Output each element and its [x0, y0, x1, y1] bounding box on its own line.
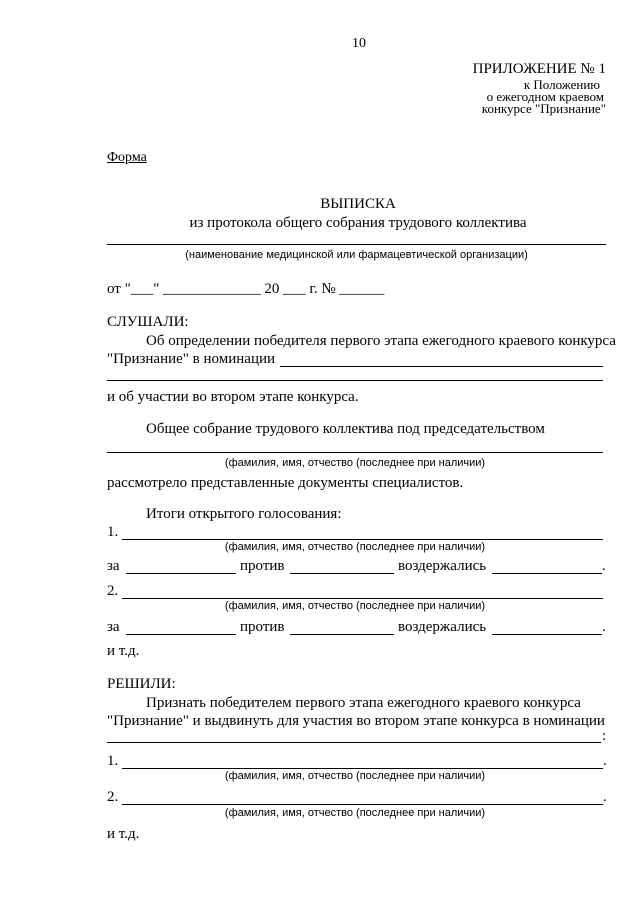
decided-etc: и т.д. — [107, 826, 140, 842]
heard-line-2: "Признание" в номинации — [107, 351, 276, 367]
reviewed-text: рассмотрело представленные документы специалистов. — [107, 475, 464, 491]
appendix-line-1: к Положению — [523, 77, 600, 92]
decided-line-1: Признать победителем первого этапа ежегодного краевого конкурса — [146, 695, 581, 711]
vote-against-line-2 — [290, 634, 394, 635]
decided-fio-caption-2: (фамилия, имя, отчество (последнее при наличии) — [224, 807, 486, 819]
vote-for-1: за — [107, 558, 120, 574]
vote-etc: и т.д. — [107, 643, 140, 659]
vote-abstained-line-1 — [492, 573, 602, 574]
heard-line-3: и об участии во втором этапе конкурса. — [107, 389, 359, 405]
appendix-line-2: о ежегодном краевом — [486, 89, 604, 104]
decided-nomination-line — [107, 742, 601, 743]
decided-line-2: "Признание" и выдвинуть для участия во втором этапе конкурса в номинации — [107, 713, 605, 729]
heard-line-1: Об определении победителя первого этапа ежегодного краевого конкурса — [146, 333, 616, 349]
decided-colon: : — [602, 728, 607, 744]
date-line: от "___" _____________ 20 ___ г. № ______ — [107, 281, 385, 297]
vote-for-2: за — [107, 619, 120, 635]
nomination-line-2 — [107, 380, 603, 381]
vote-abstained-1: воздержались — [398, 558, 487, 574]
vote-fio-caption-2: (фамилия, имя, отчество (последнее при наличии) — [224, 600, 486, 612]
vote-abstained-line-2 — [492, 634, 602, 635]
vote-for-line-2 — [126, 634, 236, 635]
decided-name-line-2 — [122, 804, 603, 805]
vote-name-line-2 — [122, 598, 603, 599]
appendix-line-3: конкурсе "Признание" — [481, 101, 606, 116]
voting-title: Итоги открытого голосования: — [146, 506, 342, 522]
decided-num-2: 2. — [107, 789, 119, 805]
chair-text: Общее собрание трудового коллектива под председательством — [146, 421, 545, 437]
doc-title: ВЫПИСКА — [320, 196, 396, 212]
chair-name-line — [107, 452, 603, 453]
decided-period-1: . — [603, 753, 607, 769]
appendix-title: ПРИЛОЖЕНИЕ № 1 — [472, 61, 606, 77]
vote-num-2: 2. — [107, 583, 119, 599]
decided-label: РЕШИЛИ: — [107, 676, 176, 692]
decided-name-line-1 — [122, 768, 603, 769]
vote-period-1: . — [602, 558, 606, 574]
vote-against-1: против — [240, 558, 285, 574]
page-number: 10 — [352, 36, 366, 51]
vote-period-2: . — [602, 619, 606, 635]
vote-for-line-1 — [126, 573, 236, 574]
nomination-line — [280, 366, 603, 367]
vote-num-1: 1. — [107, 524, 119, 540]
org-name-line — [107, 244, 606, 245]
org-caption: (наименование медицинской или фармацевтической организации) — [185, 249, 528, 261]
vote-against-line-1 — [290, 573, 394, 574]
decided-fio-caption-1: (фамилия, имя, отчество (последнее при наличии) — [224, 770, 486, 782]
decided-num-1: 1. — [107, 753, 119, 769]
vote-abstained-2: воздержались — [398, 619, 487, 635]
decided-period-2: . — [603, 789, 607, 805]
vote-against-2: против — [240, 619, 285, 635]
form-label: Форма — [107, 150, 147, 165]
vote-name-line-1 — [122, 539, 603, 540]
heard-label: СЛУШАЛИ: — [107, 314, 189, 330]
chair-fio-caption: (фамилия, имя, отчество (последнее при наличии) — [224, 457, 486, 469]
doc-subtitle: из протокола общего собрания трудового коллектива — [189, 215, 527, 231]
vote-fio-caption-1: (фамилия, имя, отчество (последнее при наличии) — [224, 541, 486, 553]
